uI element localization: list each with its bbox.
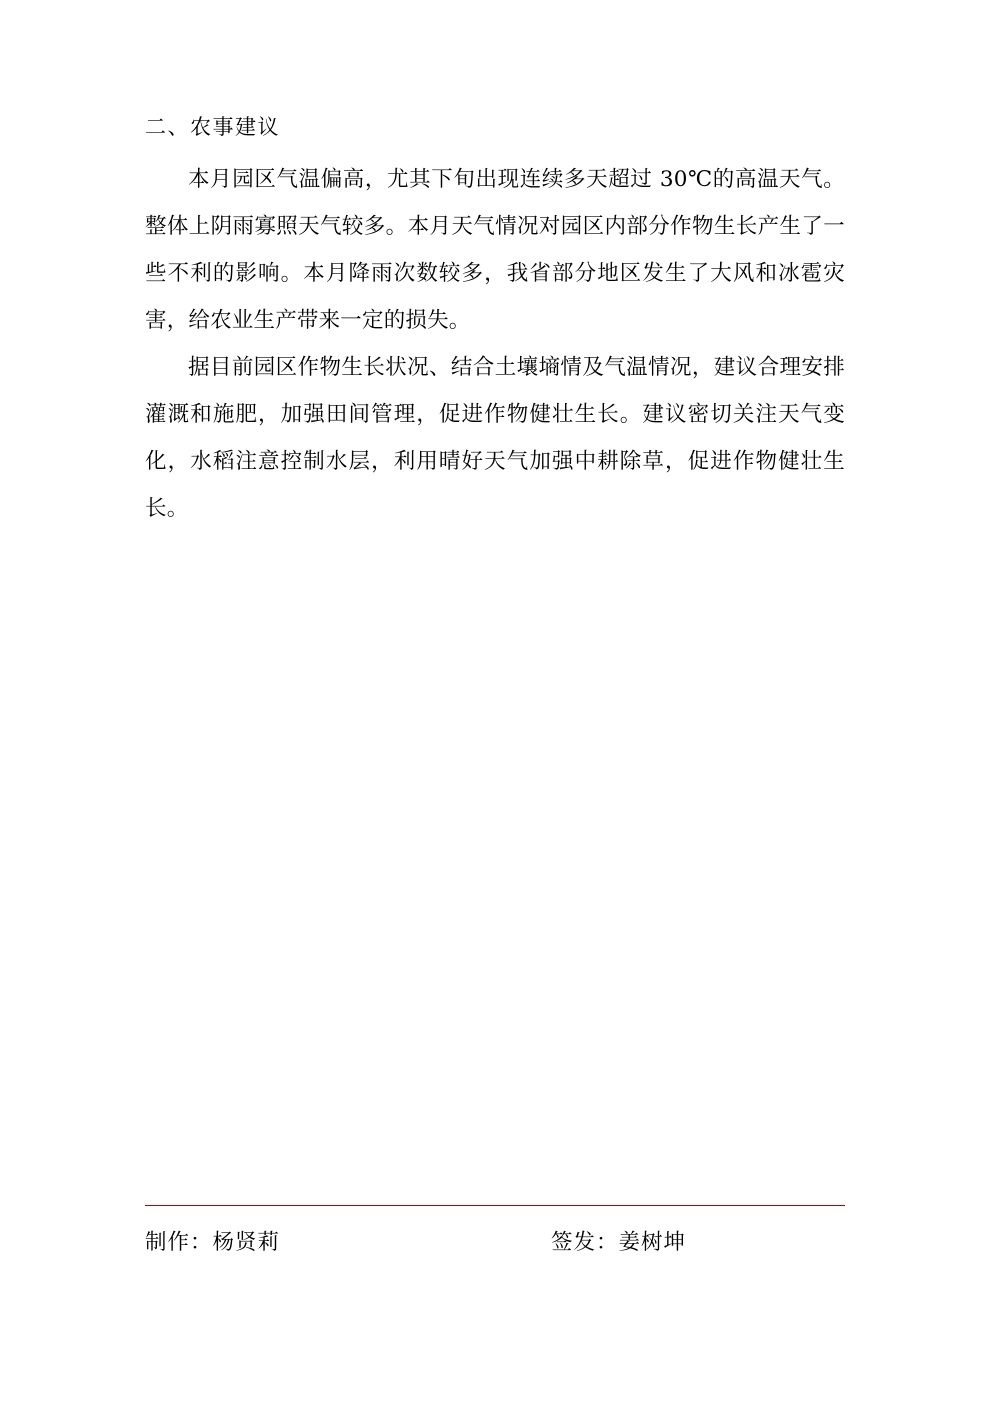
footer-divider xyxy=(145,1205,845,1206)
document-body xyxy=(145,112,845,532)
document-footer xyxy=(145,1225,845,1265)
section-heading: 二、农事建议 xyxy=(145,115,280,139)
paragraph-1: 本月园区气温偏高，尤其下旬出现连续多天超过 30℃的高温天气。整体上阴雨寡照天气较多。本月天气情况对园区内部分作物生长产生了一些不利的影响。本月降雨次数较多，我省部分地区发生了大风和冰雹灾害，给农业生产带来一定的损失。 xyxy=(145,167,845,333)
paragraph-2: 据目前园区作物生长状况、结合土壤墒情及气温情况，建议合理安排灌溉和施肥，加强田间管理，促进作物健壮生长。建议密切关注天气变化，水稻注意控制水层，利用晴好天气加强中耕除草，促进作物健壮生长。 xyxy=(145,355,845,521)
footer-signer: 签发：姜树坤 xyxy=(551,1230,687,1255)
footer-maker: 制作：杨贤莉 xyxy=(145,1230,281,1255)
